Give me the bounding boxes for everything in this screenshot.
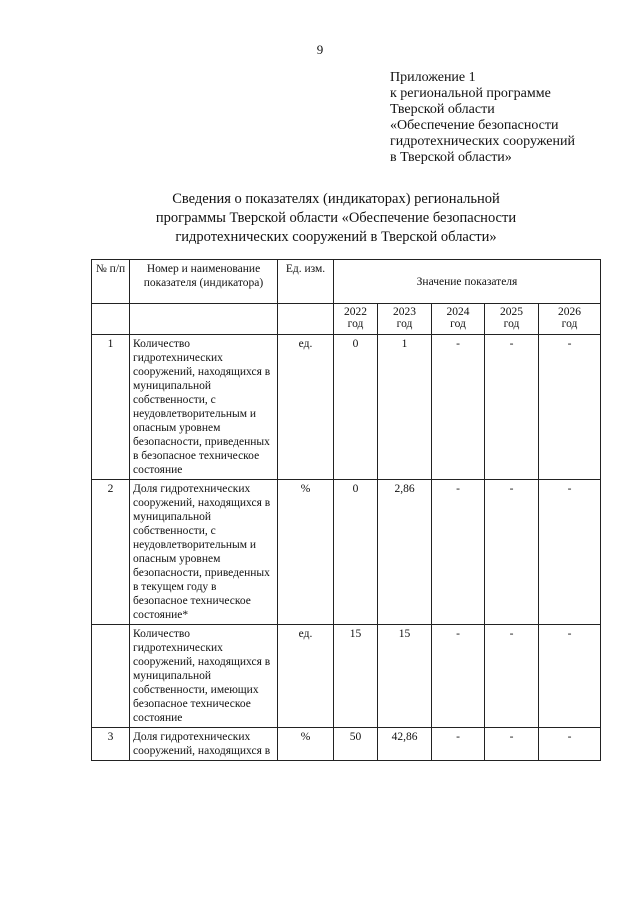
indicator-name: Количество гидротехнических сооружений, находящихся в муниципальной собственности, имеющих безопасное техническое состояние <box>130 625 278 728</box>
header-name: Номер и наименование показателя (индикатора) <box>130 260 278 304</box>
year-number: 2023 <box>393 306 416 318</box>
row-number <box>92 625 130 728</box>
value-cell: 1 <box>378 335 432 480</box>
value-cell: - <box>539 728 601 761</box>
year-label: год <box>503 318 520 330</box>
value-cell: - <box>539 335 601 480</box>
year-number: 2024 <box>446 306 470 318</box>
table-row <box>92 335 601 480</box>
title-line: программы Тверской области «Обеспечение безопасности <box>155 210 517 226</box>
value-cell: 50 <box>334 728 378 761</box>
value-cell: - <box>485 728 539 761</box>
header-unit: Ед. изм. <box>278 260 334 304</box>
value-cell: 15 <box>378 625 432 728</box>
year-cell <box>539 304 601 335</box>
year-label: год <box>347 318 364 330</box>
title-line: Сведения о показателях (индикаторах) региональной <box>172 191 500 207</box>
empty-cell <box>278 304 334 335</box>
year-cell <box>378 304 432 335</box>
row-number: 2 <box>92 480 130 625</box>
indicator-unit: ед. <box>278 625 334 728</box>
indicator-name: Доля гидротехнических сооружений, находящихся в муниципальной собственности, с неудовлетворительным и опасным уровнем безопасности, приведенных в текущем году в безопасное техническое состояние* <box>130 480 278 625</box>
value-cell: - <box>432 335 485 480</box>
value-cell: 15 <box>334 625 378 728</box>
indicator-unit: % <box>278 728 334 761</box>
year-number: 2025 <box>500 306 523 318</box>
appendix-line: гидротехнических сооружений <box>390 134 575 149</box>
value-cell: - <box>485 335 539 480</box>
value-cell: 0 <box>334 335 378 480</box>
year-cell <box>334 304 378 335</box>
header-value: Значение показателя <box>334 260 601 304</box>
table-row <box>92 728 601 761</box>
year-cell <box>432 304 485 335</box>
indicator-name: Количество гидротехнических сооружений, находящихся в муниципальной собственности, с неудовлетворительным и опасным уровнем безопасности, приведенных в безопасное техническое состояние <box>130 335 278 480</box>
years-row <box>92 304 601 335</box>
value-cell: - <box>432 480 485 625</box>
value-cell: - <box>432 625 485 728</box>
indicator-unit: % <box>278 480 334 625</box>
indicators-table <box>91 259 601 761</box>
year-number: 2022 <box>344 306 367 318</box>
appendix-line: Приложение 1 <box>390 70 476 85</box>
value-cell: 2,86 <box>378 480 432 625</box>
year-label: год <box>561 318 578 330</box>
table-row <box>92 625 601 728</box>
appendix-line: Тверской области <box>390 102 495 117</box>
row-number: 3 <box>92 728 130 761</box>
appendix-line: в Тверской области» <box>390 150 512 165</box>
value-cell: - <box>485 625 539 728</box>
value-cell: - <box>432 728 485 761</box>
table-row <box>92 480 601 625</box>
year-number: 2026 <box>558 306 581 318</box>
year-label: год <box>396 318 413 330</box>
year-label: год <box>450 318 466 330</box>
value-cell: - <box>539 625 601 728</box>
document-title <box>0 190 640 247</box>
header-number: № п/п <box>92 260 130 304</box>
appendix-line: к региональной программе <box>390 86 551 101</box>
value-cell: - <box>485 480 539 625</box>
appendix-header <box>390 70 575 166</box>
value-cell: 42,86 <box>378 728 432 761</box>
value-cell: - <box>539 480 601 625</box>
indicator-name: Доля гидротехнических сооружений, находящихся в <box>130 728 278 761</box>
page-number: 9 <box>316 42 324 57</box>
value-cell: 0 <box>334 480 378 625</box>
empty-cell <box>130 304 278 335</box>
empty-cell <box>92 304 130 335</box>
appendix-line: «Обеспечение безопасности <box>390 118 559 133</box>
title-line: гидротехнических сооружений в Тверской области» <box>175 229 497 245</box>
row-number: 1 <box>92 335 130 480</box>
indicator-unit: ед. <box>278 335 334 480</box>
year-cell <box>485 304 539 335</box>
